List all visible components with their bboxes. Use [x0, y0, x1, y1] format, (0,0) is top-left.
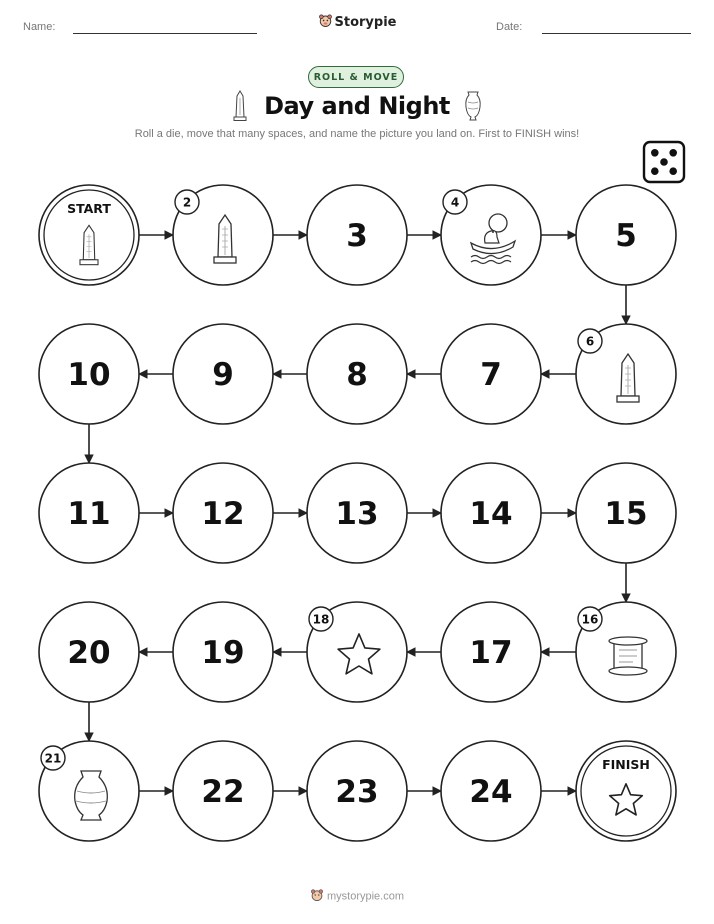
board-space[interactable] — [307, 741, 407, 841]
space-number: 21 — [44, 751, 62, 766]
board-space[interactable] — [441, 463, 541, 563]
board-space[interactable] — [576, 324, 676, 424]
scroll-icon — [609, 637, 647, 675]
board-space[interactable] — [39, 741, 139, 841]
space-number: 3 — [346, 218, 368, 254]
space-label: FINISH — [602, 757, 650, 772]
board-spaces — [39, 185, 676, 841]
board-space[interactable] — [441, 602, 541, 702]
board-space[interactable] — [173, 185, 273, 285]
die-pip — [669, 149, 677, 157]
space-number: 6 — [585, 334, 595, 349]
start-space[interactable] — [39, 185, 139, 285]
brand-name: Storypie — [334, 15, 397, 30]
die-icon[interactable] — [644, 142, 684, 182]
space-number: 7 — [480, 357, 502, 393]
board-space[interactable] — [576, 185, 676, 285]
footer — [0, 888, 714, 905]
space-number: 13 — [335, 496, 379, 532]
board-space[interactable] — [441, 185, 541, 285]
board-space[interactable] — [173, 324, 273, 424]
space-number: 17 — [469, 635, 513, 671]
board-space[interactable] — [307, 602, 407, 702]
space-number: 23 — [335, 774, 379, 810]
board-space[interactable] — [39, 602, 139, 702]
space-number: 24 — [469, 774, 513, 810]
name-label: Name: — [23, 21, 56, 33]
space-number: 14 — [469, 496, 513, 532]
die-pip — [651, 149, 659, 157]
board-space[interactable] — [441, 324, 541, 424]
space-number: 9 — [212, 357, 234, 393]
space-number: 4 — [450, 195, 460, 210]
space-number: 2 — [182, 195, 192, 210]
instructions: Roll a die, move that many spaces, and name the picture you land on. First to FINISH wins! — [134, 128, 580, 140]
space-number: 16 — [581, 612, 599, 627]
space-number: 20 — [67, 635, 111, 671]
board-space[interactable] — [173, 741, 273, 841]
footer-url: mystorypie.com — [326, 890, 405, 903]
board-space[interactable] — [307, 324, 407, 424]
roll-and-move-badge: ROLL & MOVE — [308, 66, 404, 88]
finish-space[interactable] — [576, 741, 676, 841]
board-space[interactable] — [576, 602, 676, 702]
space-number: 8 — [346, 357, 368, 393]
board-space[interactable] — [173, 602, 273, 702]
space-number: 11 — [67, 496, 111, 532]
die-pip — [669, 167, 677, 175]
date-label: Date: — [496, 21, 523, 33]
board-space[interactable] — [307, 463, 407, 563]
board-space[interactable] — [39, 463, 139, 563]
board-space[interactable] — [173, 463, 273, 563]
space-label: START — [67, 201, 111, 216]
die-pip — [651, 167, 659, 175]
space-number: 19 — [201, 635, 245, 671]
page-title: Day and Night — [264, 92, 450, 120]
board-space[interactable] — [307, 185, 407, 285]
space-number: 18 — [312, 612, 330, 627]
space-number: 22 — [201, 774, 245, 810]
board-space[interactable] — [441, 741, 541, 841]
board-space[interactable] — [576, 463, 676, 563]
space-number: 12 — [201, 496, 245, 532]
footer-logo-icon — [310, 888, 324, 905]
space-number: 15 — [604, 496, 648, 532]
space-number: 10 — [67, 357, 111, 393]
die-pip — [660, 158, 668, 166]
space-number: 5 — [615, 218, 637, 254]
board-space[interactable] — [39, 324, 139, 424]
